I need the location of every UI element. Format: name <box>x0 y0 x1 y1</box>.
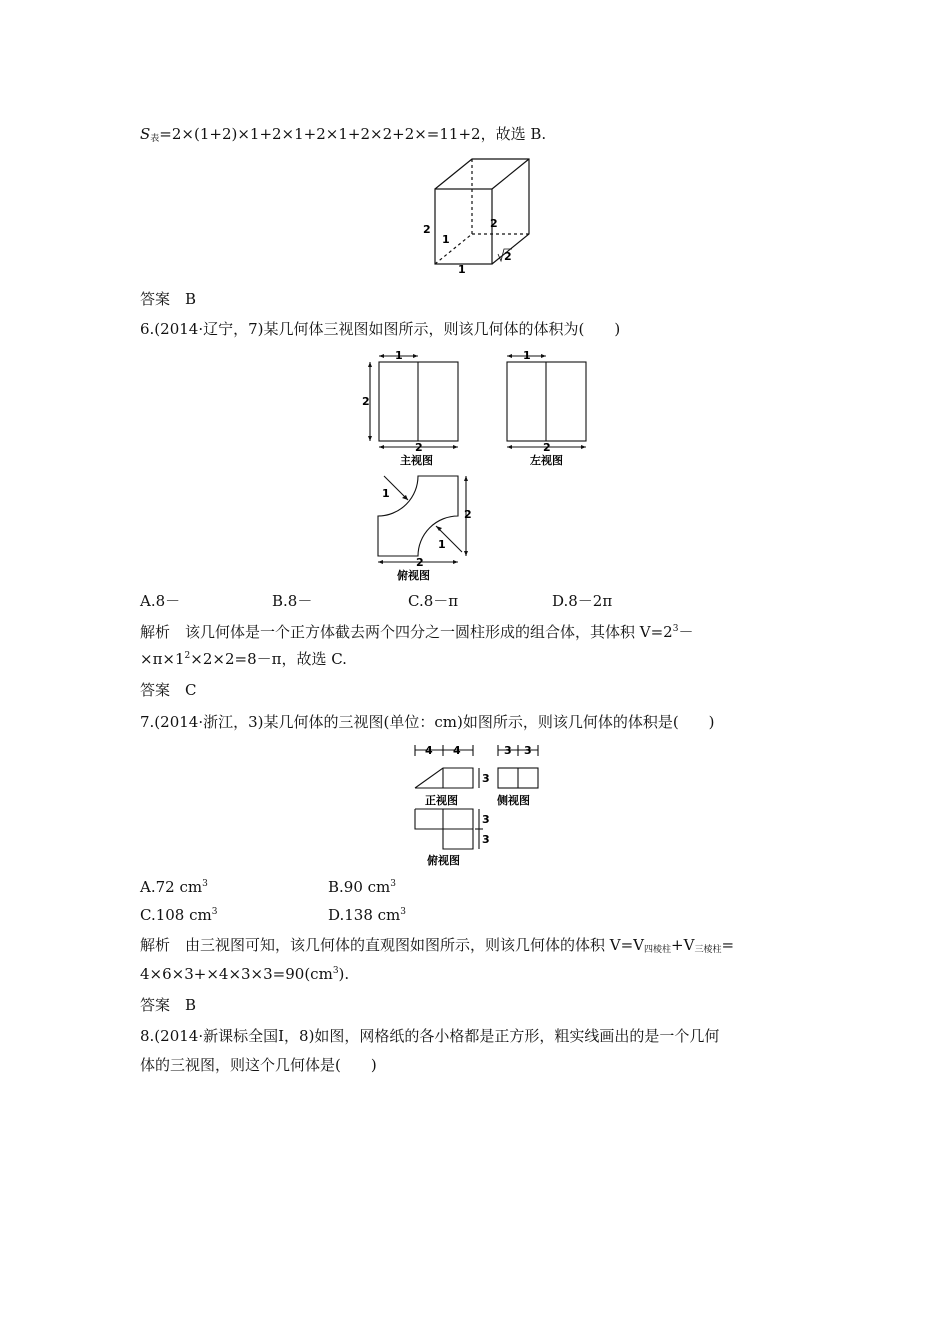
q6-option-b: B.8－ <box>272 592 313 610</box>
q7-top-caption: 俯视图 <box>427 854 460 867</box>
q7-analysis-line1: 解析 由三视图可知，该几何体的直观图如图所示，则该几何体的体积 $V=V_{四棱柱}+V_{三棱柱}=$ <box>140 936 735 955</box>
q7-side-w1: 3 <box>504 744 512 757</box>
q6-left-bottom-dim: 2 <box>543 441 551 454</box>
q6-front-bottom-dim: 2 <box>415 441 423 454</box>
q7-front-caption: 正视图 <box>425 794 458 807</box>
q6-top-arc1-label: 1 <box>382 487 390 500</box>
q7-answer: 答案 B <box>140 996 197 1014</box>
q7-front-w2: 4 <box>453 744 461 757</box>
q6-option-a: A.8－ <box>140 592 181 610</box>
q7-option-d: D.138 $cm^3$ <box>328 906 407 924</box>
q7-top-view <box>405 805 505 869</box>
q7-front-h: 3 <box>482 772 490 785</box>
q6-top-side-dim: 2 <box>464 508 472 521</box>
q7-analysis-line2: $4\times 6\times 3+\times 4\times 3\times 3=90(cm^3)$. <box>140 965 350 983</box>
q5-label-sqrt: 2 <box>504 250 512 263</box>
q8-stem-line2: 体的三视图，则这个几何体是( ) <box>140 1056 377 1074</box>
q5-label-height: 2 <box>423 223 431 236</box>
q5-label-bottom: 1 <box>458 263 466 275</box>
q6-front-view <box>362 350 472 470</box>
q6-stem: 6.(2014·辽宁，7)某几何体三视图如图所示，则该几何体的体积为( ) <box>140 320 621 338</box>
q6-left-caption: 左视图 <box>530 454 563 467</box>
q6-top-arc2-label: 1 <box>438 538 446 551</box>
q5-label-right: 2 <box>490 217 498 230</box>
q6-front-side-dim: 2 <box>362 395 370 408</box>
q7-top-h2: 3 <box>482 833 490 846</box>
q5-cuboid-figure <box>415 155 545 275</box>
q7-top-h1: 3 <box>482 813 490 826</box>
q7-option-c: C.108 $cm^3$ <box>140 906 218 924</box>
q6-answer: 答案 C <box>140 681 197 699</box>
q6-top-bottom-dim: 2 <box>416 556 424 569</box>
q6-left-top-dim: 1 <box>523 350 531 362</box>
q7-option-b: B.90 $cm^3$ <box>328 878 397 896</box>
q7-front-view <box>405 742 495 810</box>
q7-stem: 7.(2014·浙江，3)某几何体的三视图(单位：cm)如图所示，则该几何体的体积是( ) <box>140 713 715 731</box>
q6-analysis-line1: 解析 该几何体是一个正方体截去两个四分之一圆柱形成的组合体，其体积 $V=2^3-$ <box>140 623 694 641</box>
q5-formula: $S_表=2\times(1+2)\times 1+2\times 1+2\times 1+2\times 2+2\times=11+2$，故选 B. <box>140 125 547 144</box>
q7-side-w2: 3 <box>524 744 532 757</box>
q6-front-top-dim: 1 <box>395 350 403 362</box>
q6-front-caption: 主视图 <box>400 454 433 467</box>
q6-top-caption: 俯视图 <box>397 569 430 582</box>
q7-option-a: A.72 $cm^3$ <box>140 878 208 896</box>
q6-analysis-line2: $\times\pi\times 1^2\times 2\times 2=8-\pi$，故选 C. <box>140 650 347 668</box>
q7-side-view <box>492 742 548 810</box>
q6-option-d: D.8－2π <box>552 592 613 610</box>
q7-side-caption: 侧视图 <box>497 794 530 807</box>
q6-left-view <box>500 350 600 470</box>
q7-front-w1: 4 <box>425 744 433 757</box>
q6-top-view <box>370 470 480 582</box>
q8-stem-line1: 8.(2014·新课标全国Ⅰ，8)如图，网格纸的各小格都是正方形，粗实线画出的是一个几何 <box>140 1027 720 1045</box>
q5-label-depth: 1 <box>442 233 450 246</box>
q6-option-c: C.8－π <box>408 592 459 610</box>
q5-answer: 答案 B <box>140 290 197 308</box>
